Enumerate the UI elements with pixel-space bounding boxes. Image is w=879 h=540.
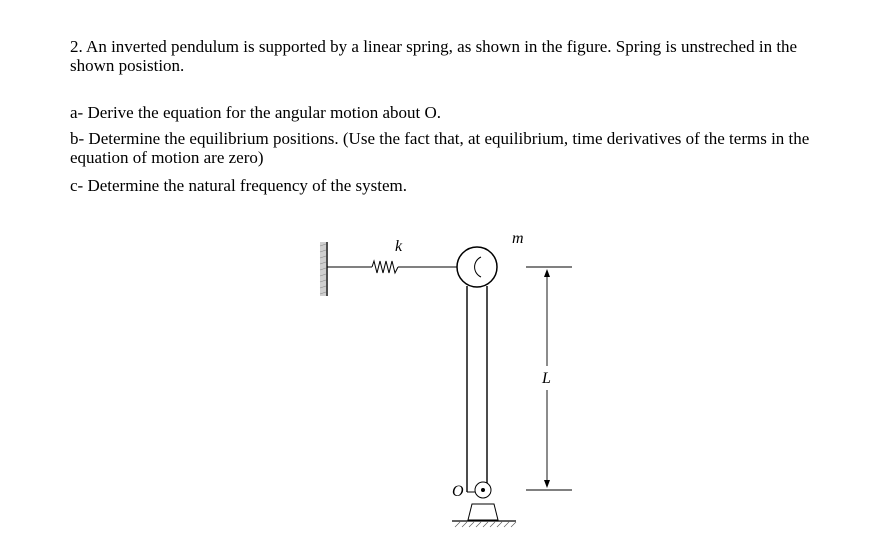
problem-part-b: b- Determine the equilibrium positions. (Use the fact that, at equilibrium, time derivatives of the terms in the equation of motion are zero) — [70, 129, 810, 167]
wall-support — [320, 242, 327, 296]
mass-label: m — [512, 230, 524, 247]
length-label: L — [542, 370, 551, 387]
pendulum-mass — [457, 247, 497, 287]
problem-intro: 2. An inverted pendulum is supported by a linear spring, as shown in the figure. Spring is unstreched in the shown posistion. — [70, 37, 798, 75]
pendulum-figure — [300, 224, 600, 540]
problem-part-c: c- Determine the natural frequency of the system. — [70, 176, 408, 195]
spring — [327, 261, 467, 273]
pivot-label: O — [452, 483, 464, 500]
problem-part-a: a- Derive the equation for the angular motion about O. — [70, 103, 442, 122]
spring-label: k — [395, 238, 403, 255]
pendulum-rod — [467, 286, 487, 492]
